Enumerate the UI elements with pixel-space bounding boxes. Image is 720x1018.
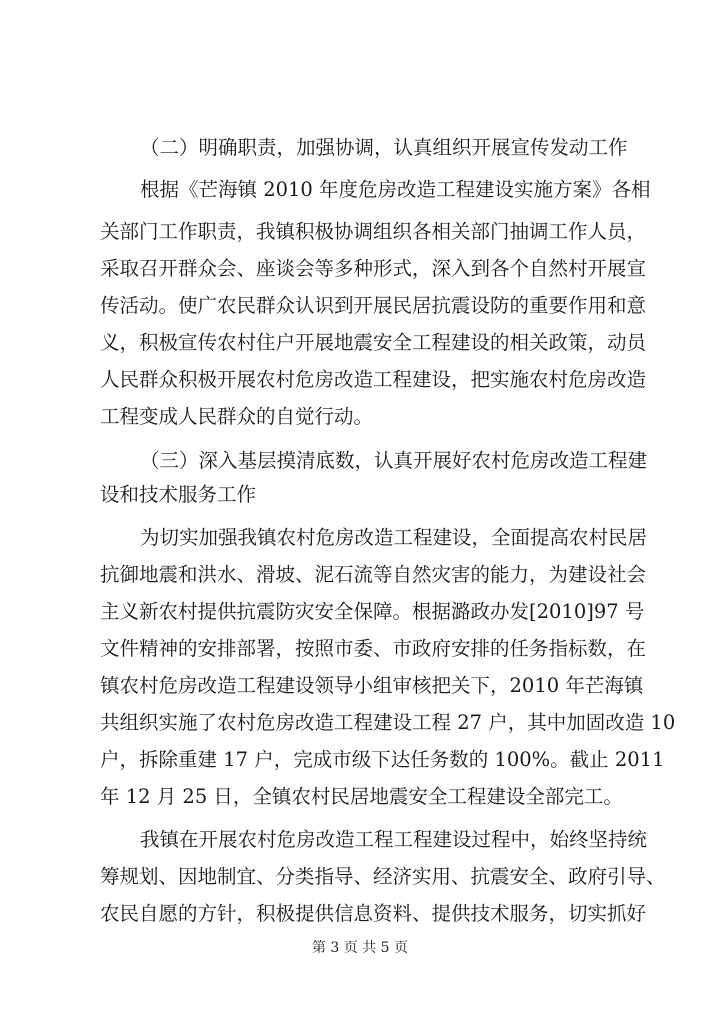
paragraph-3-line: 农民自愿的方针，积极提供信息资料、提供技术服务，切实抓好	[100, 902, 647, 925]
paragraph-2-line: 主义新农村提供抗震防灾安全保障。根据潞政办发[2010]97 号	[100, 600, 645, 623]
paragraph-1-line: 根据《芒海镇 2010 年度危房改造工程建设实施方案》各相	[140, 178, 651, 201]
paragraph-2-line: 抗御地震和洪水、滑坡、泥石流等自然灾害的能力，为建设社会	[100, 563, 647, 586]
paragraph-1-line: 义，积极宣传农村住户开展地震安全工程建设的相关政策，动员	[100, 331, 647, 354]
paragraph-1-line: 传活动。使广农民群众认识到开展民居抗震设防的重要作用和意	[100, 294, 647, 317]
paragraph-3-line: 筹规划、因地制宜、分类指导、经济实用、抗震安全、政府引导、	[100, 865, 666, 888]
paragraph-1-line: 工程变成人民群众的自觉行动。	[100, 405, 374, 428]
page-number-footer: 第 3 页 共 5 页	[311, 940, 409, 956]
paragraph-2-line: 文件精神的安排部署，按照市委、市政府安排的任务指标数，在	[100, 637, 647, 660]
section-heading-3: （三）深入基层摸清底数，认真开展好农村危房改造工程建	[140, 449, 648, 472]
section-heading-2: （二）明确职责，加强协调，认真组织开展宣传发动工作	[140, 136, 628, 159]
paragraph-2-line: 镇农村危房改造工程建设领导小组审核把关下，2010 年芒海镇	[100, 674, 644, 697]
paragraph-2-line: 共组织实施了农村危房改造工程建设工程 27 户，其中加固改造 10	[100, 711, 676, 734]
paragraph-1-line: 人民群众积极开展农村危房改造工程建设，把实施农村危房改造	[100, 368, 647, 391]
paragraph-2-line: 户，拆除重建 17 户，完成市级下达任务数的 100%。截止 2011	[100, 748, 665, 771]
paragraph-2-line: 为切实加强我镇农村危房改造工程建设，全面提高农村民居	[140, 526, 648, 549]
section-heading-3: 设和技术服务工作	[100, 483, 257, 506]
paragraph-1-line: 采取召开群众会、座谈会等多种形式，深入到各个自然村开展宣	[100, 257, 647, 280]
paragraph-3-line: 我镇在开展农村危房改造工程工程建设过程中，始终坚持统	[140, 828, 648, 851]
paragraph-2-line: 年 12 月 25 日，全镇农村民居地震安全工程建设全部完工。	[100, 785, 623, 808]
paragraph-1-line: 关部门工作职责，我镇积极协调组织各相关部门抽调工作人员，	[100, 220, 647, 243]
